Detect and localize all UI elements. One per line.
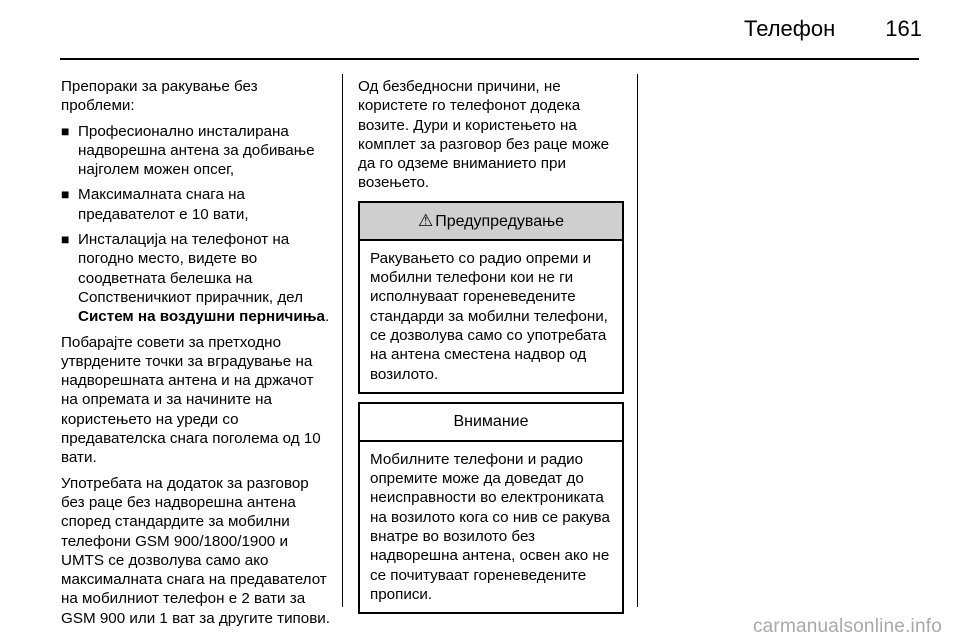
caution-box (358, 402, 624, 614)
paragraph-antenna-advice: Побарајте совети за претходно утврдените точки за вградување на надворешната антена и на држачот на опремата и за начините на користењето на уреди со предавателска снага поголема од 10 вати. (61, 333, 321, 467)
page-header (744, 16, 922, 46)
square-bullet-icon: ■ (61, 122, 70, 139)
column-divider-1 (342, 74, 343, 607)
warning-title: Предупредување (435, 212, 565, 230)
section-reference: Систем на воздушни перничиња (78, 308, 325, 326)
intro-text: Препораки за ракување без проблеми: (61, 78, 258, 115)
warning-body: Ракувањето со радио опреми и мобилни телефони кои не ги исполнуваат гореневедените стандарди за мобилни телефони, се дозволува само со употребата на антена сместена надвор од возилото. (370, 249, 608, 383)
watermark: carmanualsonline.info (752, 616, 942, 637)
list-item-end: . (324, 308, 330, 326)
square-bullet-icon: ■ (61, 231, 70, 248)
list-item (61, 122, 333, 180)
middle-column (358, 77, 624, 614)
caution-header: Внимание (360, 404, 622, 442)
safety-text: Од безбедносни причини, не користете го телефонот додека возите. Дури и користењето на комплет за разговор без раце може да го одземе вниманието при возењето. (358, 78, 610, 192)
list-item (61, 230, 333, 326)
page-title: Телефон (744, 16, 836, 41)
list-item-text: Професионално инсталирана надворешна антена за добивање најголем можен опсег, (78, 122, 315, 179)
square-bullet-icon: ■ (61, 186, 70, 203)
list-item (61, 185, 333, 224)
list-item-text: Максималната снага на предавателот е 10 вати, (78, 186, 249, 223)
caution-body: Мобилните телефони и радио опремите може да доведат до неисправности во електрониката на возилото кога со нив се ракува внатре во возилото без надворешна антена, освен ако не се почитуваат гореневедените прописи. (370, 450, 610, 603)
list-item-text: Инсталација на телефонот на погодно место, видете во соодветната белешка на Сопственичкиот прирачник, дел (78, 231, 303, 306)
recommendations-list (61, 122, 333, 327)
column-divider-2 (637, 74, 638, 607)
paragraph-handsfree: Употребата на додаток за разговор без раце без надворешна антена според стандардите за мобилни телефони GSM 900/1800/1900 и UMTS се дозволува само ако максималната снага на предавателот на мобилниот телефон е 2 вати за GSM 900 или 1 ват за другите типови. (61, 474, 330, 627)
warning-header (360, 203, 622, 241)
warning-triangle-icon: ⚠ (417, 210, 434, 230)
warning-box (358, 201, 624, 394)
left-column (61, 77, 333, 628)
page-number: 161 (885, 16, 922, 41)
header-rule (60, 58, 919, 60)
